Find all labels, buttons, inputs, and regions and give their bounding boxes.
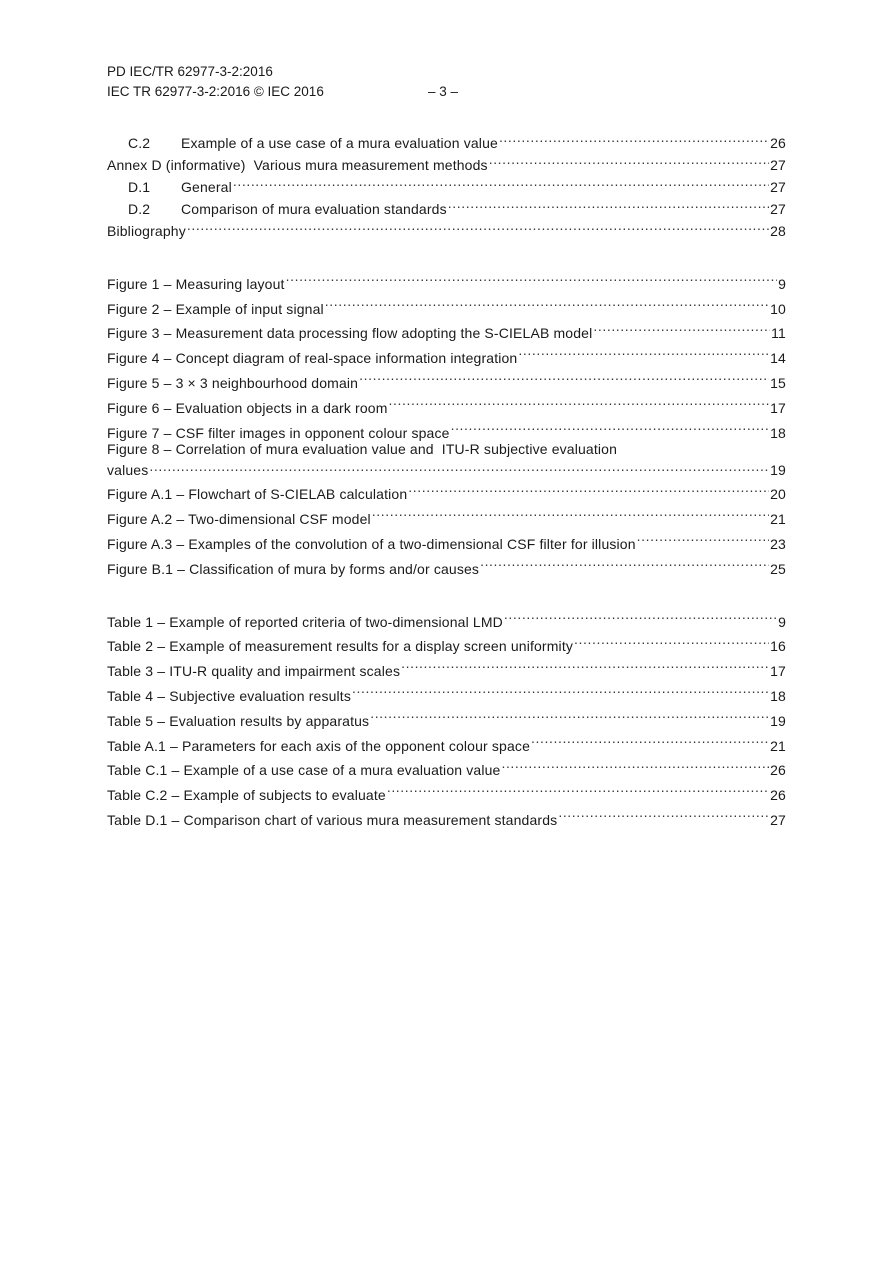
dot-leader [187,214,769,236]
figure-entry-title: Figure 8 – Correlation of mura evaluation value and ITU-R subjective evaluation [107,440,618,457]
toc-entry-title: Example of a use case of a mura evaluation value [181,135,498,151]
table-of-contents [107,126,786,828]
table-entry-page: 19 [770,712,786,729]
table-entry-page: 16 [770,638,786,655]
toc-entry-number: C.2 [128,135,151,151]
dot-leader [389,388,770,413]
figure-entry-title: Figure A.1 – Flowchart of S-CIELAB calculation [107,486,408,503]
figure-entry-page: 23 [770,535,786,552]
dot-leader [593,314,770,339]
dot-leader [558,800,769,825]
figure-entry-page: 19 [770,461,786,478]
figure-entry-title: Figure A.3 – Examples of the convolution of a two-dimensional CSF filter for illusion [107,535,636,552]
toc-entry-page: 27 [770,179,786,195]
figure-entry-page: 9 [778,275,786,292]
header-document-id: PD IEC/TR 62977-3-2:2016 [107,64,273,79]
figure-entry-title: Figure 7 – CSF filter images in opponent colour space [107,424,450,441]
figure-entry-title: Figure 1 – Measuring layout [107,275,285,292]
figure-entry-page: 17 [770,399,786,416]
figure-entry-page: 15 [770,374,786,391]
dot-leader [518,338,769,363]
toc-entry-title: Comparison of mura evaluation standards [181,201,447,217]
toc-entry-title: Annex D (informative) Various mura measurement methods [107,157,488,173]
dot-leader [359,363,769,388]
toc-entry-c2[interactable] [107,126,786,151]
dot-leader [370,701,769,726]
dot-leader [448,192,769,214]
table-entry[interactable] [107,602,786,630]
dot-leader [637,524,769,549]
table-entry-title: Table 5 – Evaluation results by apparatus [107,712,370,729]
figure-entry-continuation [107,458,786,478]
header-copyright: IEC TR 62977-3-2:2016 © IEC 2016 [107,84,324,99]
dot-leader [574,627,769,652]
figure-entry-title: Figure 6 – Evaluation objects in a dark room [107,399,388,416]
dot-leader [149,458,769,475]
table-entry-title: Table C.2 – Example of subjects to evaluate [107,787,386,804]
figure-entry-title-cont: values [107,461,149,478]
figure-entry-title: Figure B.1 – Classification of mura by forms and/or causes [107,560,480,577]
table-entry-page: 21 [770,737,786,754]
dot-leader [372,499,769,524]
figure-entry-page: 25 [770,560,786,577]
toc-entry-bibliography[interactable] [107,214,786,239]
toc-entry-page: 28 [770,223,786,239]
toc-entry-page: 26 [770,135,786,151]
figure-entry-title: Figure 3 – Measurement data processing flow adopting the S-CIELAB model [107,325,593,342]
table-entry-title: Table A.1 – Parameters for each axis of the opponent colour space [107,737,531,754]
dot-leader [401,651,769,676]
list-of-figures [107,264,786,577]
figure-entry-page: 11 [771,325,786,342]
table-entry-title: Table 2 – Example of measurement results for a display screen uniformity [107,638,574,655]
table-entry-page: 18 [770,687,786,704]
table-entry-title: Table 4 – Subjective evaluation results [107,687,351,704]
list-of-tables [107,602,786,828]
dot-leader [387,775,769,800]
table-entry-page: 27 [770,811,786,828]
dot-leader [489,148,769,170]
toc-entry-page: 27 [770,201,786,217]
toc-entry-title: Bibliography [107,223,186,239]
document-header [107,62,787,102]
header-page-number: – 3 – [428,84,459,99]
table-entry-title: Table 3 – ITU-R quality and impairment scales [107,663,401,680]
toc-entry-number: D.1 [128,179,151,195]
figure-entry-title: Figure 2 – Example of input signal [107,300,324,317]
table-entry-title: Table 1 – Example of reported criteria of two-dimensional LMD [107,613,503,630]
header-line-2 [107,82,787,102]
figure-entry-title: Figure A.2 – Two-dimensional CSF model [107,511,371,528]
table-entry-title: Table C.1 – Example of a use case of a mura evaluation value [107,762,501,779]
figure-entry-page: 18 [770,424,786,441]
figure-entry-page: 14 [770,350,786,367]
dot-leader [451,413,770,438]
toc-entry-title: General [181,179,232,195]
dot-leader [531,726,769,751]
dot-leader [499,126,769,148]
figure-entry-title: Figure 5 – 3 × 3 neighbourhood domain [107,374,359,391]
table-entry-title: Table D.1 – Comparison chart of various mura measurement standards [107,811,558,828]
figure-entry-title: Figure 4 – Concept diagram of real-space information integration [107,350,518,367]
table-entry-page: 26 [770,787,786,804]
toc-entry-page: 27 [770,157,786,173]
table-entry-page: 9 [778,613,786,630]
dot-leader [325,289,769,314]
figure-entry[interactable] [107,264,786,292]
dot-leader [352,676,769,701]
figure-entry-page: 20 [770,486,786,503]
dot-leader [286,264,777,289]
dot-leader [504,602,777,627]
toc-entry-number: D.2 [128,201,151,217]
contents-list [107,126,786,239]
dot-leader [233,170,769,192]
table-entry-page: 17 [770,663,786,680]
figure-entry-page: 21 [770,511,786,528]
table-entry-page: 26 [770,762,786,779]
dot-leader [501,751,769,776]
dot-leader [408,475,769,500]
figure-entry[interactable] [107,475,786,503]
figure-entry[interactable] [107,438,786,478]
dot-leader [480,549,769,574]
figure-entry-page: 10 [770,300,786,317]
